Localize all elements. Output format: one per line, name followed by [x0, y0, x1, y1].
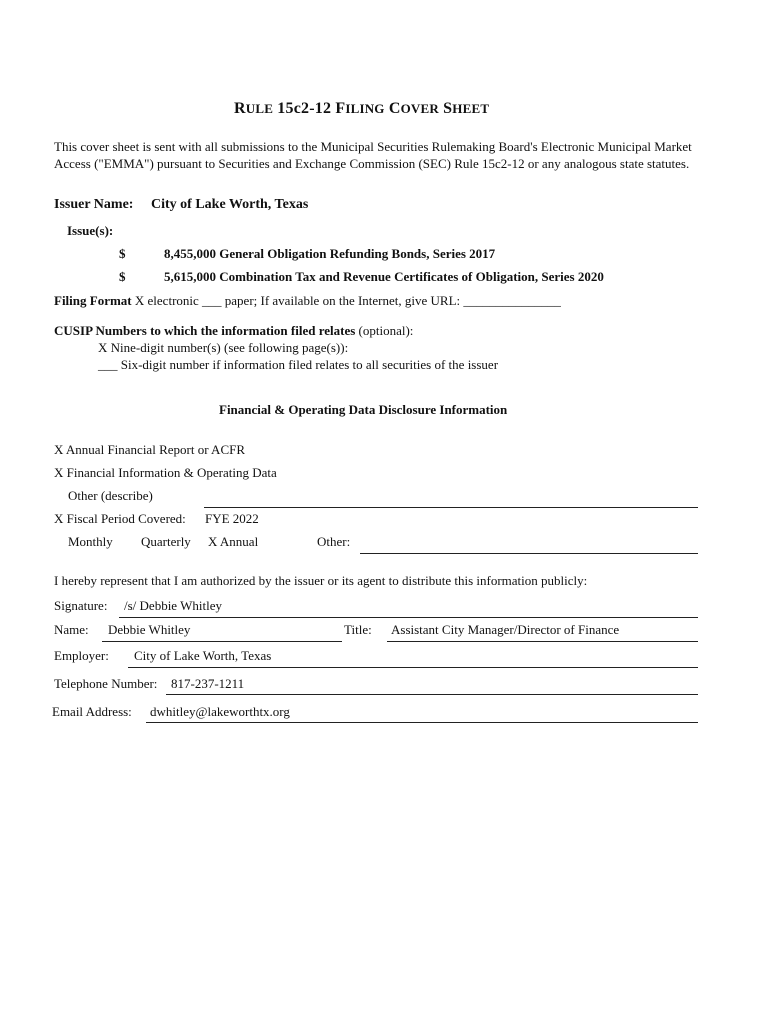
- authorization-statement: I hereby represent that I am authorized by the issuer or its agent to distribute this information publicly:: [54, 573, 588, 588]
- monthly-option: Monthly: [68, 534, 113, 549]
- section-heading: Financial & Operating Data Disclosure Information: [219, 402, 508, 417]
- signature-line: [119, 617, 698, 618]
- other-option-label: Other:: [317, 534, 351, 549]
- email-label: Email Address:: [52, 704, 132, 719]
- signature-label: Signature:: [54, 598, 108, 613]
- financial-info-item: X Financial Information & Operating Data: [54, 465, 277, 480]
- telephone-line: [166, 694, 698, 695]
- name-line: [102, 641, 342, 642]
- cusip-six-digit: ___ Six-digit number if information filed relates to all securities of the issuer: [98, 357, 499, 372]
- other-describe-line: [204, 507, 698, 508]
- annual-option: X Annual: [208, 534, 259, 549]
- fiscal-period-value: FYE 2022: [205, 511, 259, 526]
- cusip-optional: (optional):: [355, 323, 414, 338]
- intro-paragraph: This cover sheet is sent with all submissions to the Municipal Securities Rulemaking Board's Electronic Municipal Market Access ("EMMA") pursuant to Securities and Exchange Commission (SEC) Rule 15c2-12 or any analogous state statutes.: [54, 139, 692, 171]
- issue-1-currency: $: [119, 246, 126, 261]
- title-label: Title:: [344, 622, 372, 637]
- name-value: Debbie Whitley: [108, 622, 191, 637]
- issuer-name-label: Issuer Name:: [54, 197, 134, 212]
- cusip-nine-digit: X Nine-digit number(s) (see following page(s)):: [98, 340, 349, 355]
- issue-1-text: 8,455,000 General Obligation Refunding Bonds, Series 2017: [164, 246, 496, 261]
- telephone-value: 817-237-1211: [171, 676, 245, 691]
- telephone-label: Telephone Number:: [54, 676, 158, 691]
- cusip-heading: [54, 323, 413, 339]
- quarterly-option: Quarterly: [141, 534, 191, 549]
- email-value: dwhitley@lakeworthtx.org: [150, 704, 290, 719]
- employer-value: City of Lake Worth, Texas: [134, 648, 272, 663]
- fiscal-period-label: X Fiscal Period Covered:: [54, 511, 186, 526]
- issues-label: Issue(s):: [67, 223, 114, 238]
- employer-label: Employer:: [54, 648, 109, 663]
- issuer-name-value: City of Lake Worth, Texas: [151, 197, 309, 212]
- other-describe-label: Other (describe): [68, 488, 153, 503]
- other-option-line: [360, 553, 698, 554]
- title-value: Assistant City Manager/Director of Finance: [391, 622, 620, 637]
- issue-2-text: 5,615,000 Combination Tax and Revenue Certificates of Obligation, Series 2020: [164, 269, 604, 284]
- signature-value: /s/ Debbie Whitley: [124, 598, 222, 613]
- filing-format-label: Filing Format: [54, 293, 132, 308]
- cusip-label: CUSIP Numbers to which the information filed relates: [54, 323, 356, 338]
- annual-financial-report-item: X Annual Financial Report or ACFR: [54, 442, 246, 457]
- email-line: [146, 722, 698, 723]
- name-label: Name:: [54, 622, 89, 637]
- title-line: [387, 641, 698, 642]
- issue-2-currency: $: [119, 269, 126, 284]
- filing-format-text: X electronic ___ paper; If available on the Internet, give URL: _______________: [131, 293, 561, 308]
- page-title: RULE 15c2-12 FILING COVER SHEET: [234, 100, 490, 117]
- employer-line: [128, 667, 698, 668]
- filing-format-line: [54, 293, 561, 309]
